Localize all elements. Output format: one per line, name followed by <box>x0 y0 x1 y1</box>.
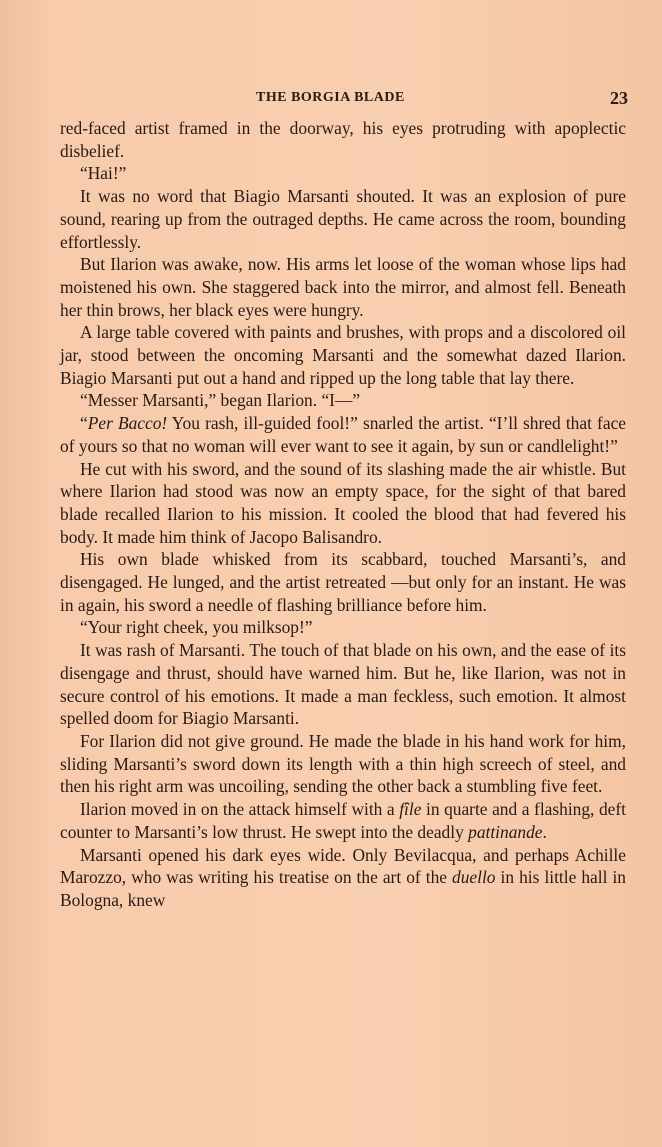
paragraph: He cut with his sword, and the sound of its slashing made the air whistle. But where Ilarion had stood was now an empty space, for the sight of that bared blade recalled Ilarion to his mission. It cooled the blood that had fevered his body. It made him think of Jacopo Balisandro. <box>60 458 626 547</box>
paragraph: red-faced artist framed in the doorway, his eyes protruding with apoplectic disbelief. <box>60 118 626 161</box>
paragraph: For Ilarion did not give ground. He made the blade in his hand work for him, sliding Marsanti’s sword down its length with a thin high screech of steel, and then his right arm was uncoiling, sending the other back a stumbling five feet. <box>60 730 626 797</box>
italic-phrase: duello <box>452 867 496 888</box>
paragraph: But Ilarion was awake, now. His arms let loose of the woman whose lips had moistened his own. She staggered back into the mirror, and almost fell. Beneath her thin brows, her black eyes were hungry. <box>60 254 626 320</box>
paragraph: “Your right cheek, you milksop!” <box>80 617 313 638</box>
paragraph: “Per Bacco! You rash, ill-guided fool!” snarled the artist. “I’ll shred that face of yours so that no woman will ever want to see it again, by sun or candlelight!” <box>60 413 627 456</box>
paragraph: It was no word that Biagio Marsanti shouted. It was an explosion of pure sound, rearing up from the outraged depths. He came across the room, bounding effortlessly. <box>60 186 626 252</box>
paragraph: A large table covered with paints and brushes, with props and a discolored oil jar, stood between the oncoming Marsanti and the somewhat dazed Ilarion. Biagio Marsanti put out a hand and ripped up the long table that lay there. <box>60 322 626 388</box>
italic-phrase: Per Bacco! <box>87 413 168 434</box>
paragraph: His own blade whisked from its scabbard, touched Marsanti’s, and disengaged. He lunged, and the artist retreated —but only for an instant. He was in again, his sword a needle of flashing brilliance before him. <box>60 549 626 615</box>
body-text <box>60 117 626 912</box>
paragraph: “Messer Marsanti,” began Ilarion. “I—” <box>80 390 361 411</box>
italic-phrase: fîle <box>399 799 422 820</box>
paragraph: “Hai!” <box>80 163 127 184</box>
paragraph: It was rash of Marsanti. The touch of that blade on his own, and the ease of its disengage and thrust, should have warned him. But he, like Ilarion, was not in secure control of his emotions. It made a man feckless, such emotion. It almost spelled doom for Biagio Marsanti. <box>60 640 626 729</box>
running-title: THE BORGIA BLADE <box>256 90 405 105</box>
italic-phrase: pattinande <box>468 821 543 842</box>
page-number: 23 <box>610 88 628 108</box>
paragraph: Marsanti opened his dark eyes wide. Only Bevilacqua, and perhaps Achille Marozzo, who was writing his treatise on the art of the duello in his little hall in Bologna, knew <box>60 844 626 910</box>
page-header <box>56 88 628 112</box>
paragraph: Ilarion moved in on the attack himself with a fîle in quarte and a flashing, deft counter to Marsanti’s low thrust. He swept into the deadly pattinande. <box>60 799 626 842</box>
